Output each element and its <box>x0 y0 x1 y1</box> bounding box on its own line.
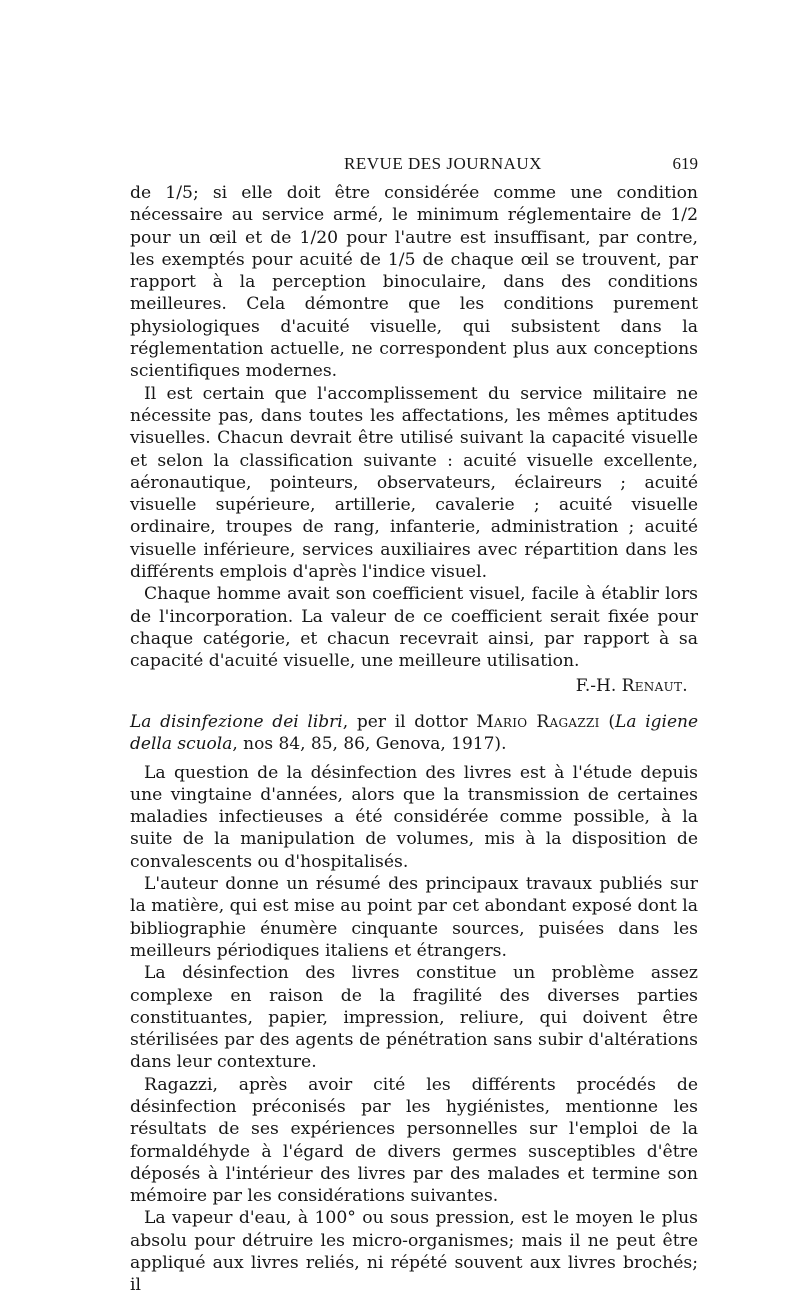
running-head: REVUE DES JOURNAUX <box>344 154 542 173</box>
page-header <box>130 152 698 178</box>
article-visual-acuity <box>130 182 698 697</box>
paragraph: Il est certain que l'accomplissement du service militaire ne nécessite pas, dans toutes les affectations, les mêmes aptitudes visuelles. Chacun devrait être utilisé suivant la capacité visuelle et selon la classification suivante : acuité visuelle excellente, aéronautique, pointeurs, observateurs, éclaireurs ; acuité visuelle supérieure, artillerie, cavalerie ; acuité visuelle ordinaire, troupes de rang, infanterie, administration ; acuité visuelle inférieure, services auxiliaires avec répartition dans les différents emplois d'après l'indice visuel. <box>130 383 698 583</box>
signature-name: Renaut. <box>621 675 688 696</box>
paragraph: La vapeur d'eau, à 100° ou sous pression, est le moyen le plus absolu pour détruire les micro-organismes; mais il ne peut être appliqué aux livres reliés, ni répété souvent aux livres brochés; il <box>130 1208 698 1296</box>
paragraph: Chaque homme avait son coefficient visuel, facile à établir lors de l'incorporation. La valeur de ce coefficient serait fixée pour chaque catégorie, et chacun recevrait ainsi, par rapport à sa capacité d'acuité visuelle, une meilleure utilisation. <box>130 584 698 672</box>
article-book-disinfection <box>130 711 698 1297</box>
paragraph: La désinfection des livres constitue un problème assez complexe en raison de la fragilité des diverses parties constituantes, papier, impression, reliure, qui doivent être stérilisées par des agents de pénétration sans subir d'altérations dans leur contexture. <box>130 963 698 1073</box>
article-issue: , nos 84, 85, 86, Genova, 1917). <box>232 734 507 755</box>
article-reference <box>130 711 698 756</box>
article-author: Mario Ragazzi <box>476 711 600 732</box>
paragraph: L'auteur donne un résumé des principaux travaux publiés sur la matière, qui est mise au point par cet abondant exposé dont la bibliographie énumère cinquante sources, puisées dans les meilleurs périodiques italiens et étrangers. <box>130 874 699 961</box>
page-number: 619 <box>672 154 698 173</box>
article-source: La igiene della scuola <box>130 711 699 755</box>
signature-initials: F.-H. <box>575 675 617 696</box>
article-title: La disinfezione dei libri <box>130 711 343 732</box>
paragraph: de 1/5; si elle doit être considérée comme une condition nécessaire au service armé, le minimum réglementaire de 1/2 pour un œil et de 1/20 pour l'autre est insuffisant, par contre, les exemptés pour acuité de 1/5 de chaque œil se trouvent, par rapport à la perception binoculaire, dans des conditions meilleures. Cela démontre que les conditions purement physiologiques d'acuité visuelle, qui subsistent dans la réglementation actuelle, ne correspondent plus aux conceptions scientifiques modernes. <box>130 183 698 382</box>
paragraph: La question de la désinfection des livres est à l'étude depuis une vingtaine d'années, alors que la transmission de certaines maladies infectieuses a été considérée comme possible, à la suite de la manipulation de volumes, mis à la disposition de convalescents ou d'hospitalisés. <box>130 762 698 872</box>
paragraph: Ragazzi, après avoir cité les différents procédés de désinfection préconisés par les hygiénistes, mentionne les résultats de ses expériences personnelles sur l'emploi de la formaldéhyde à l'égard de divers germes susceptibles d'être déposés à l'intérieur des livres par des malades et termine son mémoire par les considérations suivantes. <box>130 1074 698 1207</box>
article-by: , per il dottor <box>342 711 477 732</box>
author-signature <box>130 675 698 697</box>
page <box>130 152 698 1297</box>
source-open: ( <box>599 711 616 732</box>
